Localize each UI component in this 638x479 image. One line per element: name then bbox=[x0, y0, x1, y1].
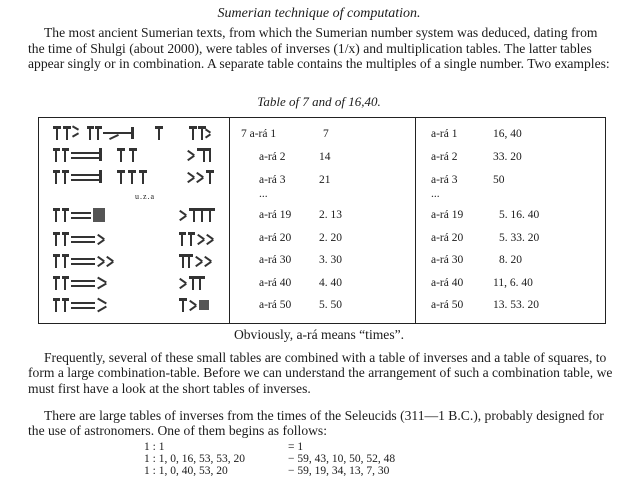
multiplier-label: a-rá 20 bbox=[259, 232, 292, 244]
cuneiform-glyph bbox=[53, 274, 113, 292]
product-value: 21 bbox=[319, 174, 331, 186]
cuneiform-glyph bbox=[187, 168, 217, 186]
product-value: 33. 20 bbox=[493, 151, 522, 163]
multiplier-label: a-rá 30 bbox=[259, 254, 292, 266]
multiplication-table bbox=[38, 117, 606, 324]
cuneiform-glyph bbox=[51, 124, 81, 142]
product-value: 5. 50 bbox=[319, 299, 342, 311]
inverse-right: = 1 bbox=[288, 441, 304, 453]
paragraph-text: There are large tables of inverses from the times of the Seleucids (311—1 B.C.), probably designed for the use of astronomers. One of them begins as follows: bbox=[28, 408, 604, 439]
cuneiform-glyph bbox=[53, 230, 113, 248]
page-title: Sumerian technique of computation. bbox=[217, 6, 421, 21]
cuneiform-glyph bbox=[85, 124, 137, 142]
inverse-right: − 59, 43, 10, 50, 52, 48 bbox=[288, 453, 396, 465]
cuneiform-glyph bbox=[179, 230, 215, 248]
table-divider-right bbox=[415, 118, 416, 323]
multiplier-label: a-rá 50 bbox=[431, 299, 464, 311]
paragraph-inverse-tables bbox=[28, 408, 614, 439]
multiplier-label: a-rá 19 bbox=[259, 209, 292, 221]
product-value: 5. 33. 20 bbox=[499, 232, 540, 244]
inverse-row bbox=[144, 453, 604, 465]
cuneiform-note: u.z.a bbox=[135, 192, 156, 201]
multiplier-label: a-rá 40 bbox=[431, 277, 464, 289]
multiplier-label: a-rá 2 bbox=[259, 151, 286, 163]
cuneiform-glyph bbox=[53, 296, 113, 314]
multiplier-label: a-rá 3 bbox=[259, 174, 286, 186]
cuneiform-glyph bbox=[179, 274, 213, 292]
table-explanation: Obviously, a-rá means “times”. bbox=[233, 327, 405, 342]
product-value: 2. 20 bbox=[319, 232, 342, 244]
multiplier-label: a-rá 2 bbox=[431, 151, 458, 163]
multiplier-label: 7 a-rá 1 bbox=[241, 128, 277, 140]
ellipsis: ... bbox=[259, 188, 268, 200]
inverse-row bbox=[144, 441, 604, 453]
product-value: 2. 13 bbox=[319, 209, 342, 221]
multiplier-label: a-rá 19 bbox=[431, 209, 464, 221]
ellipsis: ... bbox=[431, 188, 440, 200]
paragraph-combination-tables bbox=[28, 350, 614, 396]
cuneiform-glyph bbox=[117, 168, 151, 186]
cuneiform-glyph bbox=[53, 146, 111, 164]
inverse-table-excerpt bbox=[144, 441, 604, 477]
product-value: 4. 40 bbox=[319, 277, 342, 289]
multiplier-label: a-rá 30 bbox=[431, 254, 464, 266]
product-value: 50 bbox=[493, 174, 505, 186]
cuneiform-glyph bbox=[179, 206, 223, 224]
cuneiform-glyph bbox=[53, 252, 119, 270]
multiplier-label: a-rá 3 bbox=[431, 174, 458, 186]
inverse-left: 1 : 1 bbox=[144, 441, 165, 453]
product-value: 8. 20 bbox=[499, 254, 522, 266]
intro-text: The most ancient Sumerian texts, from which the Sumerian number system was deduced, dating from the time of Shulgi (about 2000), were tables of inverses (1/x) and multiplication tables. The latter tables appear singly or in combination. A separate table contains the multiples of a single number. Two examples: bbox=[28, 25, 610, 72]
table-divider-left bbox=[229, 118, 230, 323]
cuneiform-glyph bbox=[153, 124, 167, 142]
cuneiform-glyph bbox=[189, 124, 213, 142]
multiplier-label: a-rá 1 bbox=[431, 128, 458, 140]
table-caption: Table of 7 and of 16,40. bbox=[257, 94, 381, 109]
product-value: 13. 53. 20 bbox=[493, 299, 539, 311]
cuneiform-glyph bbox=[53, 206, 111, 224]
multiplier-label: a-rá 50 bbox=[259, 299, 292, 311]
paragraph-text: Frequently, several of these small tables are combined with a table of inverses and a table of squares, to form a large combination-table. Before we can understand the arrangement of such a combination table, we must first have a look at the short tables of inverses. bbox=[28, 350, 613, 396]
cuneiform-glyph bbox=[179, 296, 213, 314]
product-value: 3. 30 bbox=[319, 254, 342, 266]
inverse-left: 1 : 1, 0, 40, 53, 20 bbox=[144, 465, 228, 477]
multiplier-label: a-rá 40 bbox=[259, 277, 292, 289]
cuneiform-glyph bbox=[179, 252, 219, 270]
inverse-row bbox=[144, 465, 604, 477]
intro-paragraph bbox=[28, 25, 614, 72]
inverse-right: − 59, 19, 34, 13, 7, 30 bbox=[288, 465, 390, 477]
inverse-left: 1 : 1, 0, 16, 53, 53, 20 bbox=[144, 453, 245, 465]
cuneiform-glyph bbox=[117, 146, 145, 164]
product-value: 11, 6. 40 bbox=[493, 277, 533, 289]
cuneiform-glyph bbox=[187, 146, 215, 164]
multiplier-label: a-rá 20 bbox=[431, 232, 464, 244]
product-value: 5. 16. 40 bbox=[499, 209, 540, 221]
cuneiform-glyph bbox=[53, 168, 111, 186]
product-value: 14 bbox=[319, 151, 331, 163]
product-value: 16, 40 bbox=[493, 128, 522, 140]
product-value: 7 bbox=[323, 128, 329, 140]
